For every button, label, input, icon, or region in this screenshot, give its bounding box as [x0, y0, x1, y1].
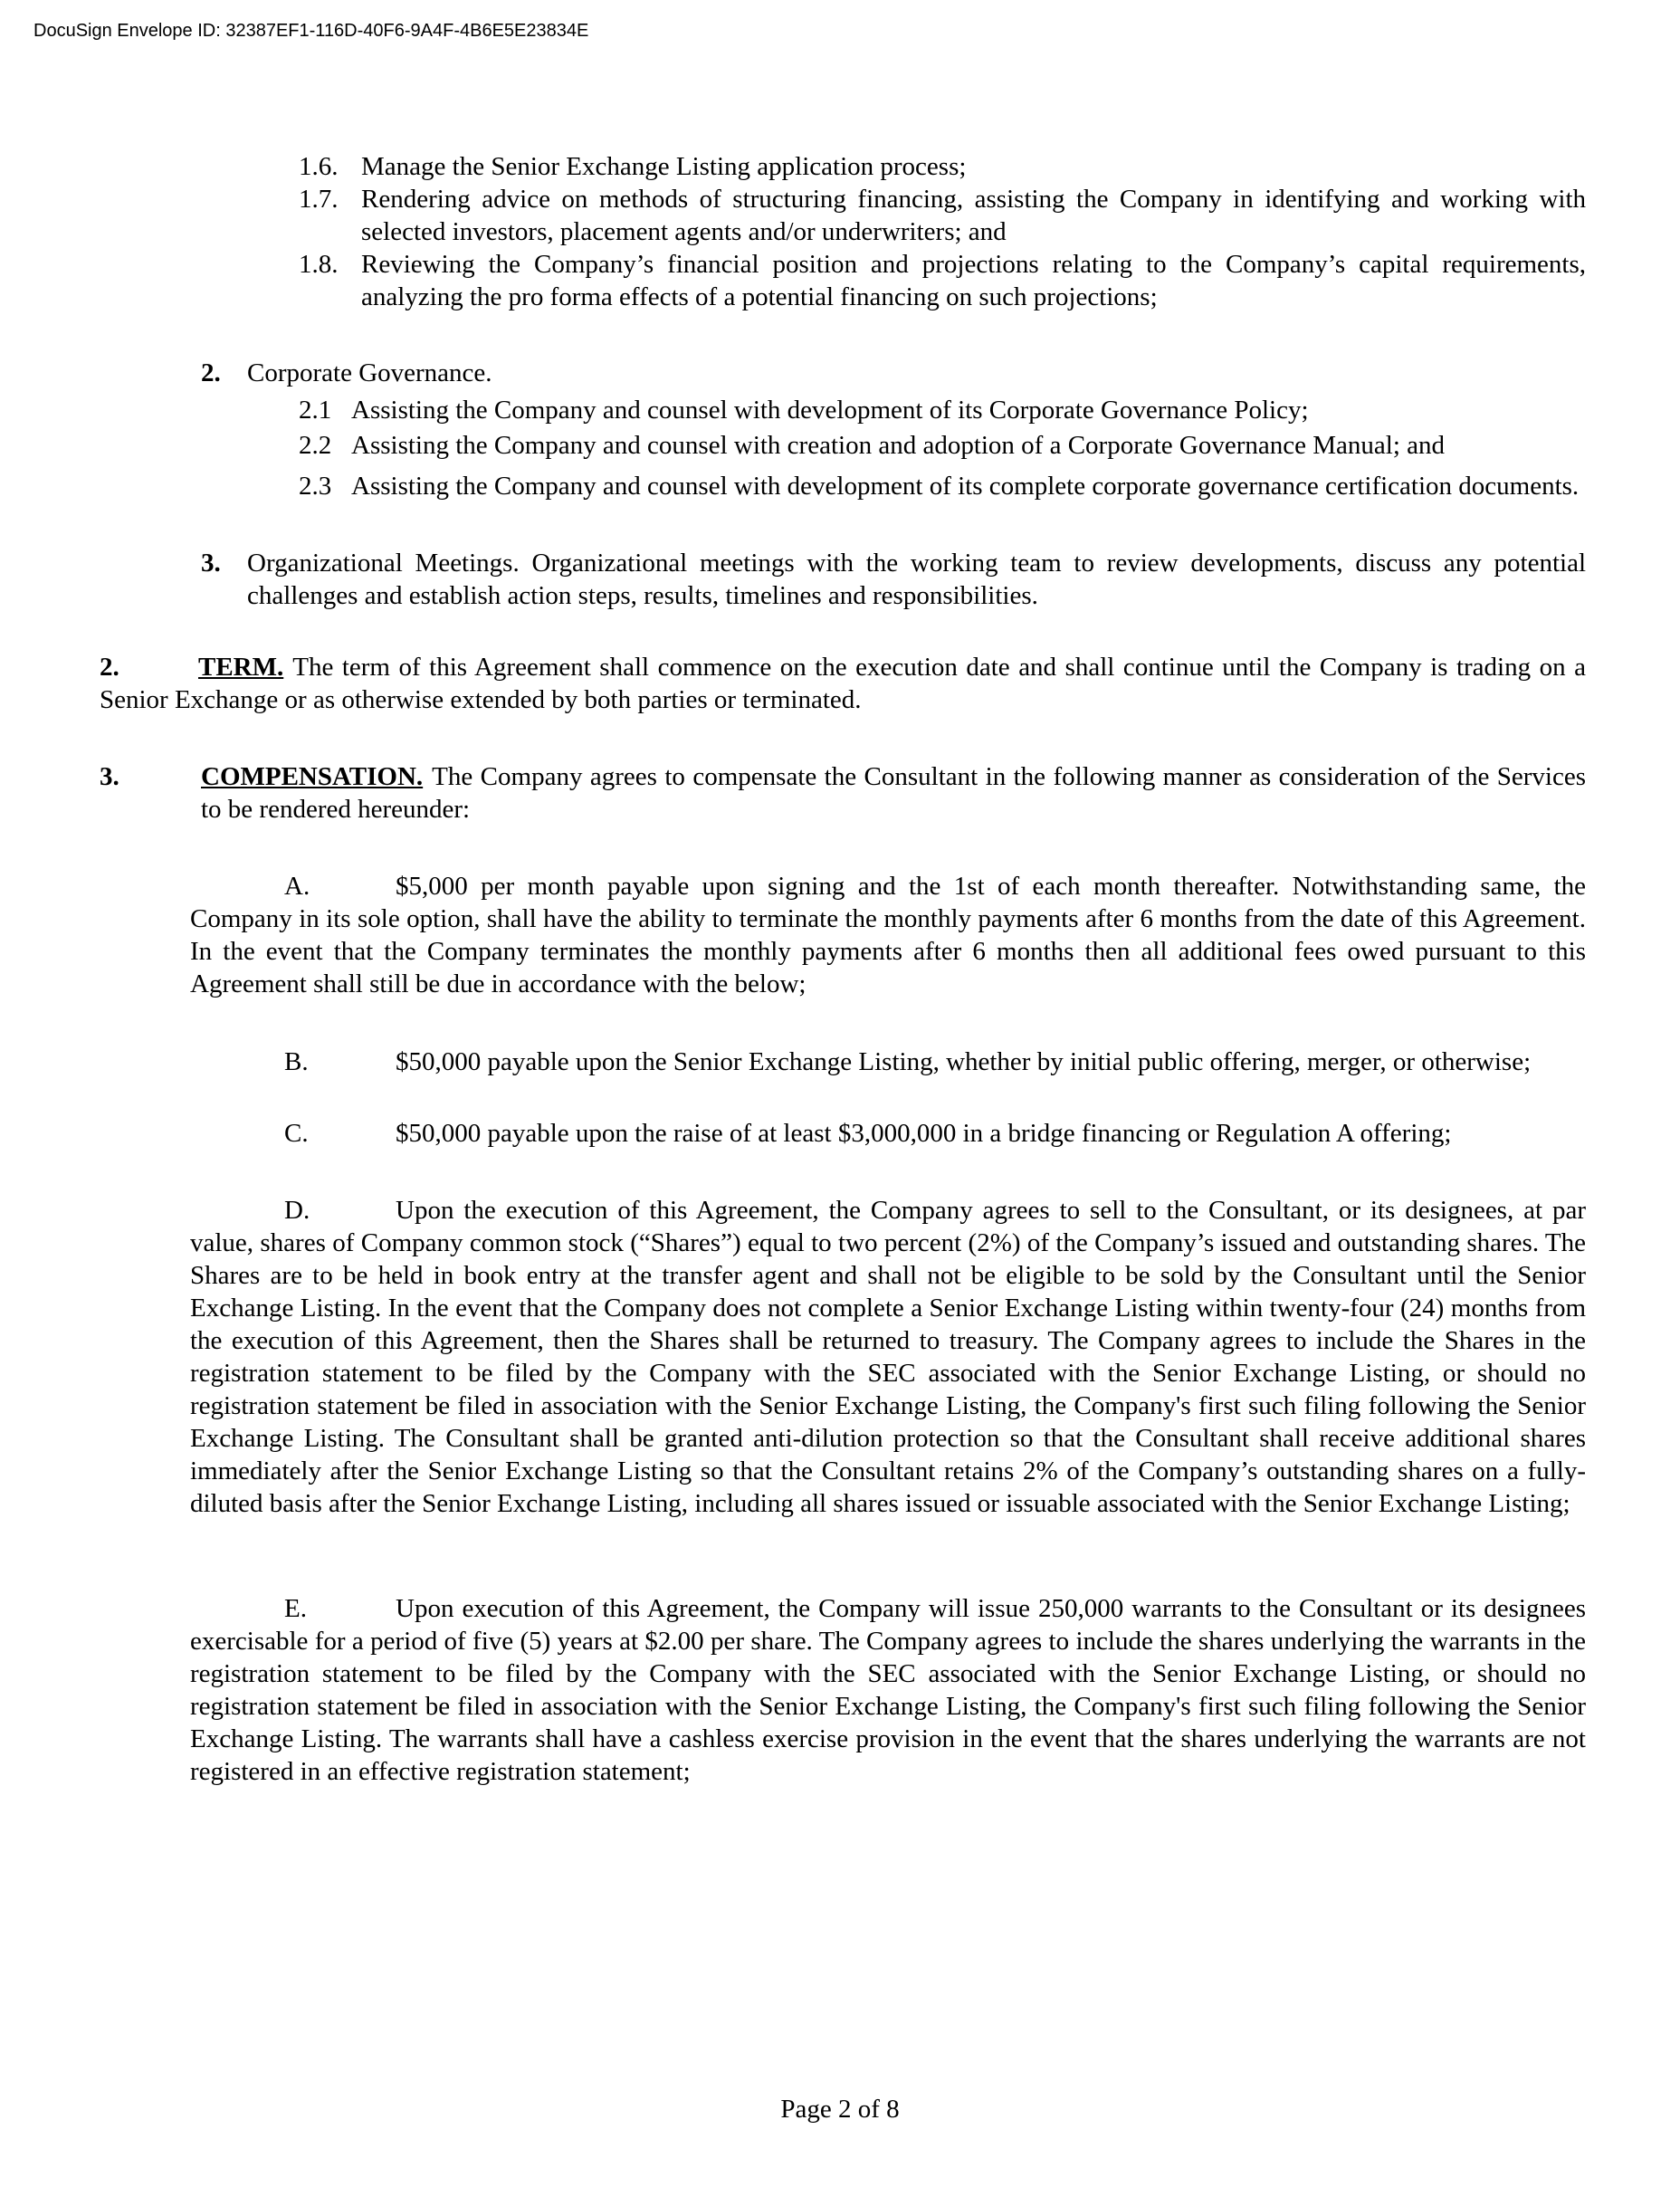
item-text: Rendering advice on methods of structuring financing, assisting the Company in identifying and working with selected investors, placement agents and/or underwriters; and — [361, 185, 1586, 246]
item-text: Assisting the Company and counsel with development of its Corporate Governance Policy; — [351, 396, 1309, 425]
item-text: $5,000 per month payable upon signing and the 1st of each month thereafter. Notwithstanding same, the Company in its sole option, shall have the ability to terminate the monthly payments after 6 months from the date of this Agreement. In the event that the Company terminates the monthly payments after 6 months then all additional fees owed pursuant to this Agreement shall still be due in accordance with the below; — [190, 872, 1586, 998]
item-text: $50,000 payable upon the raise of at least $3,000,000 in a bridge financing or Regulation A offering; — [396, 1119, 1452, 1148]
compensation-item-c — [190, 1117, 1586, 1150]
governance-item-2-3 — [299, 470, 1586, 502]
item-letter: D. — [284, 1196, 310, 1225]
item-letter: E. — [284, 1594, 307, 1623]
section-heading: COMPENSATION. — [201, 762, 424, 791]
item-text: Assisting the Company and counsel with creation and adoption of a Corporate Governance Manual; and — [351, 431, 1446, 460]
item-letter: A. — [284, 872, 310, 901]
item-text: Upon execution of this Agreement, the Company will issue 250,000 warrants to the Consultant or its designees exercisable for a period of five (5) years at $2.00 per share. The Company agrees to include the shares underlying the warrants in the registration statement to be filed by the Company with the SEC associated with the Senior Exchange Listing, or should no registration statement be filed in association with the Senior Exchange Listing, the Company's first such filing following the Senior Exchange Listing. The warrants shall have a cashless exercise provision in the event that the shares underlying the warrants are not registered in an effective registration statement; — [190, 1594, 1586, 1786]
section-number: 2. — [100, 653, 119, 682]
compensation-item-e — [190, 1592, 1586, 1788]
section-heading: TERM. — [198, 653, 284, 682]
item-text: Reviewing the Company’s financial position and projections relating to the Company’s capital requirements, analyzing the pro forma effects of a potential financing on such projections; — [361, 250, 1586, 311]
item-number: 2. — [201, 358, 221, 387]
section-number: 3. — [100, 762, 119, 791]
item-letter: C. — [284, 1119, 309, 1148]
item-text: Assisting the Company and counsel with development of its complete corporate governance certification documents. — [351, 472, 1580, 501]
item-text: Upon the execution of this Agreement, the Company agrees to sell to the Consultant, or its designees, at par value, shares of Company common stock (“Shares”) equal to two percent (2%) of the Company’s issued and outstanding shares. The Shares are to be held in book entry at the transfer agent and shall not be eligible to be sold by the Consultant until the Senior Exchange Listing. In the event that the Company does not complete a Senior Exchange Listing within twenty-four (24) months from the execution of this Agreement, then the Shares shall be returned to treasury. The Company agrees to include the Shares in the registration statement to be filed by the Company with the SEC associated with the Senior Exchange Listing, or should no registration statement be filed in association with the Senior Exchange Listing, the Company's first such filing following the Senior Exchange Listing. The Consultant shall be granted anti-dilution protection so that the Consultant shall receive additional shares immediately after the Senior Exchange Listing so that the Consultant retains 2% of the Company’s outstanding shares on a fully-diluted basis after the Senior Exchange Listing, including all shares issued or issuable associated with the Senior Exchange Listing; — [190, 1196, 1586, 1518]
service-item-1-7 — [299, 183, 1586, 248]
document-body — [100, 150, 1586, 1788]
corporate-governance-heading — [201, 357, 1586, 389]
organizational-meetings-paragraph — [201, 547, 1586, 612]
item-number: 3. — [201, 549, 221, 578]
item-letter: B. — [284, 1047, 309, 1076]
compensation-section — [100, 760, 1586, 826]
item-number: 1.8. — [299, 250, 339, 279]
governance-item-2-2 — [299, 429, 1586, 462]
compensation-item-a — [190, 870, 1586, 1000]
governance-item-2-1 — [299, 394, 1586, 426]
item-number: 1.6. — [299, 152, 339, 181]
item-text: Organizational Meetings. Organizational meetings with the working team to review developments, discuss any potential challenges and establish action steps, results, timelines and responsibilities. — [247, 549, 1586, 610]
term-section — [100, 651, 1586, 716]
item-number: 2.2 — [299, 431, 332, 460]
service-item-1-6 — [299, 150, 1586, 183]
item-text: $50,000 payable upon the Senior Exchange Listing, whether by initial public offering, merger, or otherwise; — [396, 1047, 1532, 1076]
item-text: Manage the Senior Exchange Listing application process; — [361, 152, 967, 181]
heading-text: Corporate Governance. — [247, 358, 492, 387]
item-number: 1.7. — [299, 185, 339, 214]
service-item-1-8 — [299, 248, 1586, 313]
compensation-item-b — [190, 1046, 1586, 1078]
docusign-envelope-id: DocuSign Envelope ID: 32387EF1-116D-40F6-9A4F-4B6E5E23834E — [33, 21, 589, 41]
item-number: 2.1 — [299, 396, 332, 425]
compensation-item-d — [190, 1194, 1586, 1520]
section-text: The term of this Agreement shall commence on the execution date and shall continue until the Company is trading on a Senior Exchange or as otherwise extended by both parties or terminated. — [100, 653, 1586, 714]
item-number: 2.3 — [299, 472, 332, 501]
page-number: Page 2 of 8 — [780, 2095, 900, 2124]
section-text: The Company agrees to compensate the Consultant in the following manner as consideration of the Services to be rendered hereunder: — [201, 762, 1586, 824]
